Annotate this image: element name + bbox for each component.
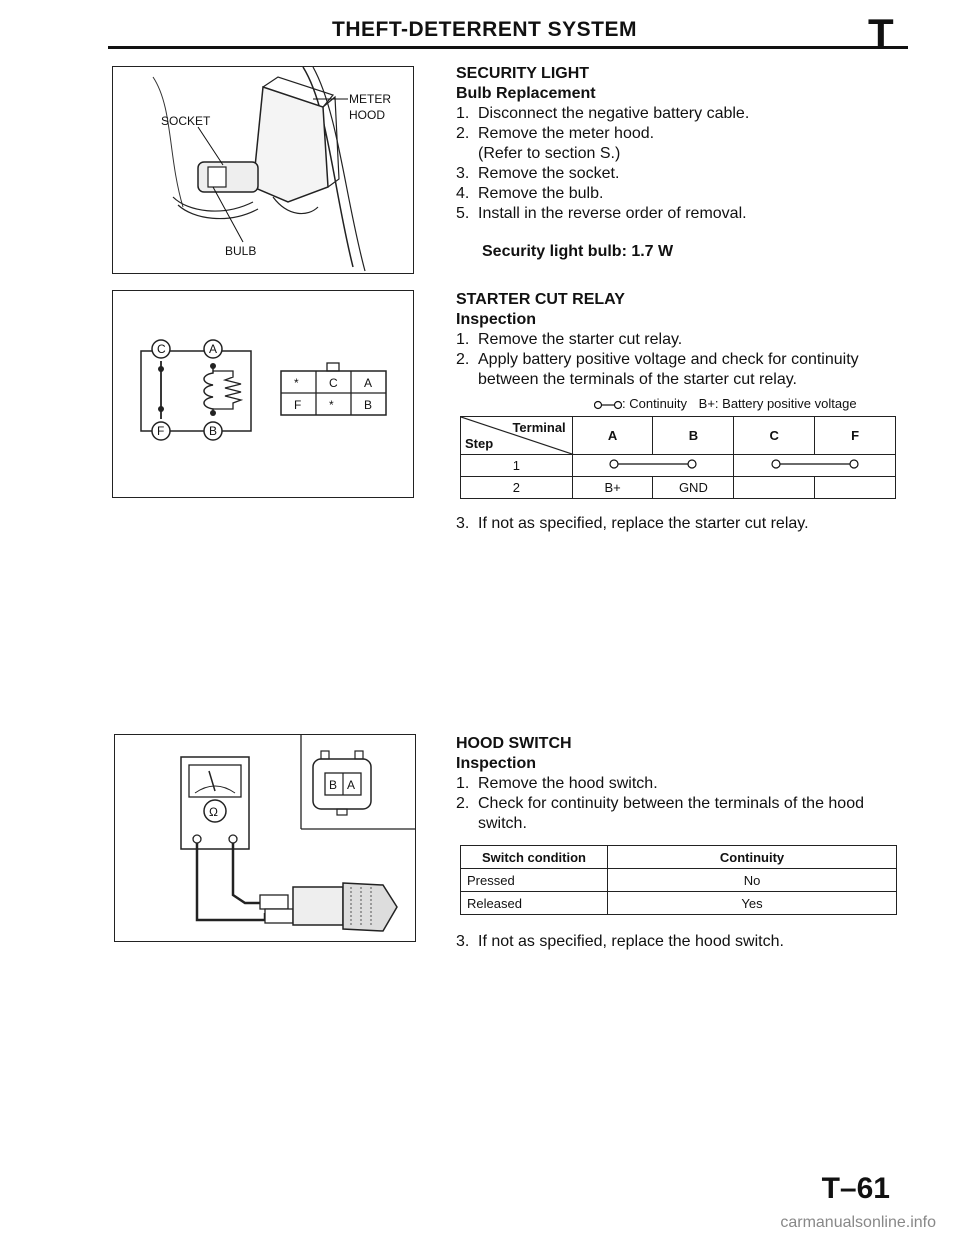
corner-terminal-label: Terminal: [512, 420, 566, 435]
security-light-section: [456, 64, 896, 262]
continuity-cell-c-f: [734, 455, 896, 477]
ohmmeter-illustration: [115, 735, 415, 941]
list-item: (Refer to section S.): [478, 145, 621, 162]
terminal-b-label: B: [209, 424, 218, 438]
hood-connector-terminal: A: [347, 778, 356, 792]
hood-switch-table: [460, 845, 897, 915]
corner-step-label: Step: [465, 436, 494, 451]
table-row: [461, 477, 896, 499]
list-item: 3. If not as specified, replace the hood switch.: [456, 933, 784, 950]
connector-cell: B: [364, 398, 373, 412]
table-cell: Released: [461, 892, 608, 915]
starter-cut-relay-steps: [456, 330, 900, 390]
terminal-a-label: A: [209, 342, 218, 356]
table-row: [461, 892, 897, 915]
table-row: [461, 869, 897, 892]
step-cell: 1: [461, 455, 573, 477]
starter-cut-relay-title: STARTER CUT RELAY: [456, 291, 625, 308]
continuity-line-icon: [740, 458, 890, 470]
starter-cut-relay-table: [460, 416, 896, 499]
starter-cut-relay-figure: [112, 290, 414, 498]
column-header: Continuity: [608, 846, 897, 869]
table-cell: Pressed: [461, 869, 608, 892]
table-cell: Yes: [608, 892, 897, 915]
list-item: 1. Remove the hood switch.: [456, 775, 658, 792]
list-item: 1. Disconnect the negative battery cable.: [456, 105, 750, 122]
relay-schematic: [113, 291, 413, 497]
bulb-spec: Security light bulb: 1.7 W: [482, 243, 674, 260]
list-item: 2. Remove the meter hood.: [456, 125, 655, 142]
list-item: 2. Apply battery positive voltage and check for continuity between the terminals of the starter cut relay.: [456, 351, 859, 388]
table-row: [461, 455, 896, 477]
connector-cell: *: [294, 376, 299, 390]
connector-cell: C: [329, 376, 338, 390]
list-item: 1. Remove the starter cut relay.: [456, 331, 683, 348]
hood-switch-steps: [456, 774, 900, 834]
starter-cut-relay-section: [456, 290, 900, 390]
hood-switch-section: [456, 734, 900, 834]
hood-switch-subtitle: Inspection: [456, 755, 537, 772]
column-header: B: [653, 417, 734, 455]
watermark: carmanualsonline.info: [780, 1214, 936, 1231]
bplus-legend-text: B+: Battery positive voltage: [698, 396, 857, 411]
continuity-line-icon: [578, 458, 728, 470]
terminal-c-label: C: [157, 342, 166, 356]
security-light-illustration: [113, 67, 413, 273]
security-light-figure: [112, 66, 414, 274]
socket-label: SOCKET: [161, 114, 211, 128]
continuity-symbol-icon: [594, 399, 622, 411]
table-cell: B+: [572, 477, 653, 499]
table-cell: No: [608, 869, 897, 892]
page-number: T–61: [821, 1172, 890, 1205]
page-title: THEFT-DETERRENT SYSTEM: [332, 18, 638, 41]
security-light-steps: [456, 104, 896, 224]
continuity-legend-text: : Continuity: [622, 396, 688, 411]
security-light-subtitle: Bulb Replacement: [456, 85, 596, 102]
hood-switch-title: HOOD SWITCH: [456, 735, 572, 752]
terminal-f-label: F: [157, 424, 165, 438]
starter-cut-relay-final-step: [456, 514, 896, 534]
continuity-legend: [594, 396, 857, 411]
table-corner-cell: [461, 417, 573, 455]
step-cell: 2: [461, 477, 573, 499]
section-letter: T: [868, 10, 894, 57]
hood-switch-final-step: [456, 932, 896, 952]
security-light-title: SECURITY LIGHT: [456, 65, 590, 82]
list-item: 4. Remove the bulb.: [456, 185, 604, 202]
starter-cut-relay-subtitle: Inspection: [456, 311, 537, 328]
list-item: 3. Remove the socket.: [456, 165, 620, 182]
header-rule: [108, 46, 908, 49]
list-item: 3. If not as specified, replace the starter cut relay.: [456, 515, 809, 532]
list-item: 5. Install in the reverse order of removal.: [456, 205, 747, 222]
bulb-label: BULB: [225, 244, 257, 258]
continuity-cell-a-b: [572, 455, 734, 477]
hood-label: HOOD: [349, 108, 385, 122]
table-cell: GND: [653, 477, 734, 499]
meter-label: METER: [349, 92, 391, 106]
table-cell: [734, 477, 815, 499]
column-header: F: [815, 417, 896, 455]
column-header: Switch condition: [461, 846, 608, 869]
list-item: 2. Check for continuity between the terminals of the hood switch.: [456, 795, 864, 832]
hood-switch-figure: [114, 734, 416, 942]
table-cell: [815, 477, 896, 499]
column-header: C: [734, 417, 815, 455]
hood-connector-terminal: B: [329, 778, 338, 792]
connector-cell: *: [329, 398, 334, 412]
connector-cell: A: [364, 376, 373, 390]
column-header: A: [572, 417, 653, 455]
connector-cell: F: [294, 398, 302, 412]
ohm-symbol: Ω: [209, 805, 218, 819]
